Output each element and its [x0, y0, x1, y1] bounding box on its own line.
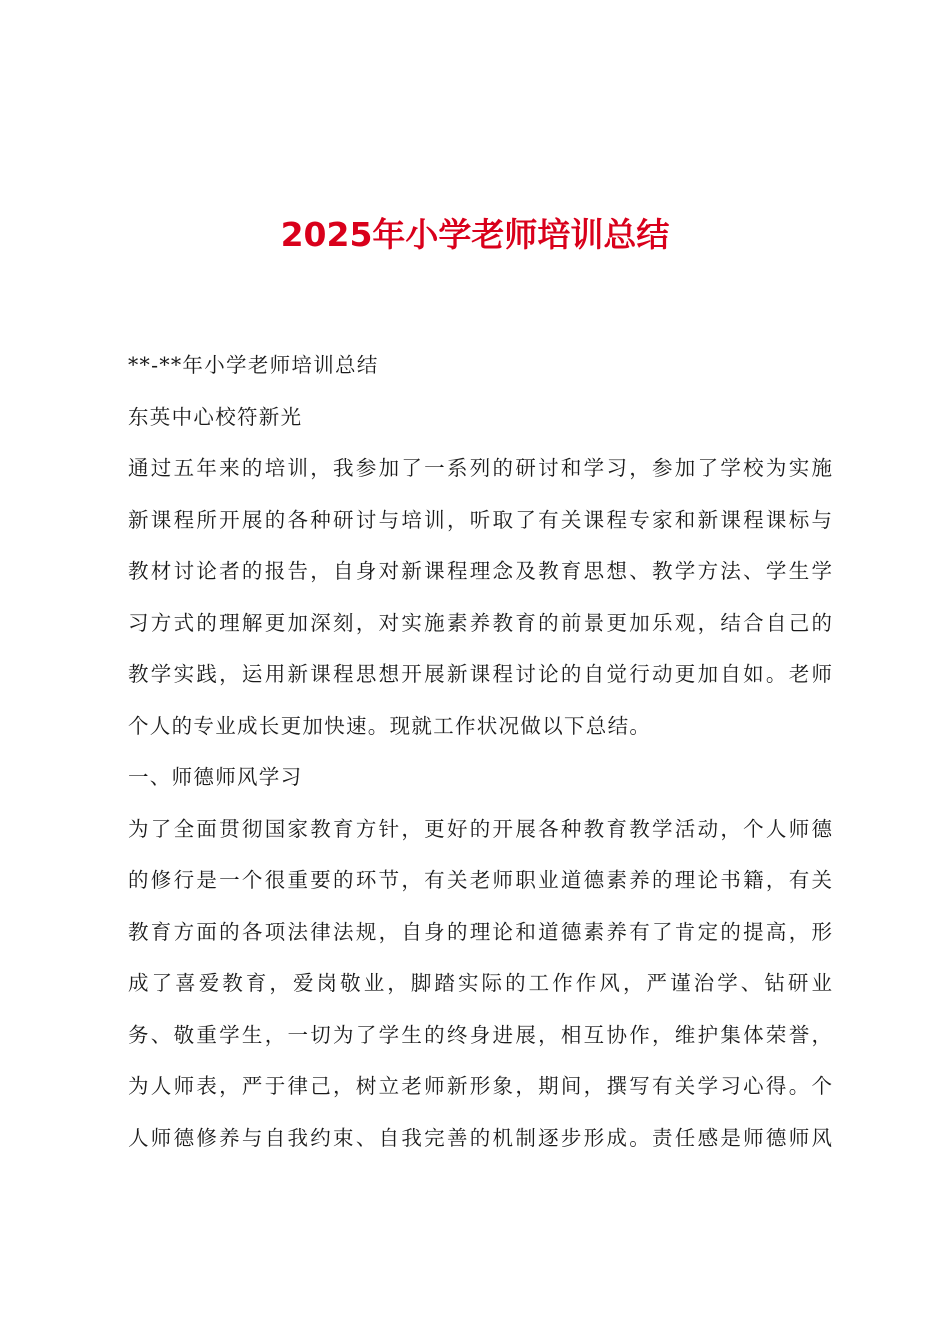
- text-line: 新课程所开展的各种研讨与培训，听取了有关课程专家和新课程课标与: [128, 507, 832, 532]
- text-line: 为人师表，严于律己，树立老师新形象，期间，撰写有关学习心得。个: [128, 1074, 832, 1098]
- text-line: 务、敬重学生，一切为了学生的终身进展，相互协作，维护集体荣誉，: [128, 1022, 832, 1047]
- text-line: 个人的专业成长更加快速。现就工作状况做以下总结。: [128, 713, 652, 738]
- text-line: 的修行是一个很重要的环节，有关老师职业道德素养的理论书籍，有关: [128, 868, 832, 892]
- document-title: 2025年小学老师培训总结: [280, 215, 670, 254]
- text-line: 教学实践，运用新课程思想开展新课程讨论的自觉行动更加自如。老师: [128, 662, 832, 686]
- text-line: 教材讨论者的报告，自身对新课程理念及教育思想、教学方法、学生学: [128, 559, 832, 583]
- text-line: 教育方面的各项法律法规，自身的理论和道德素养有了肯定的提高，形: [128, 919, 832, 944]
- document-body: [128, 344, 832, 1168]
- text-line: 人师德修养与自我约束、自我完善的机制逐步形成。责任感是师德师风: [128, 1125, 832, 1150]
- text-line: **-**年小学老师培训总结: [128, 353, 379, 377]
- text-line: 一、师德师风学习: [128, 765, 303, 789]
- text-line: 东英中心校符新光: [128, 404, 303, 429]
- text-line: 习方式的理解更加深刻，对实施素养教育的前景更加乐观，结合自己的: [128, 610, 832, 635]
- text-line: 为了全面贯彻国家教育方针，更好的开展各种教育教学活动，个人师德: [128, 816, 832, 841]
- text-line: 通过五年来的培训，我参加了一系列的研讨和学习，参加了学校为实施: [128, 456, 832, 480]
- text-line: 成了喜爱教育，爱岗敬业，脚踏实际的工作作风，严谨治学、钻研业: [128, 971, 832, 995]
